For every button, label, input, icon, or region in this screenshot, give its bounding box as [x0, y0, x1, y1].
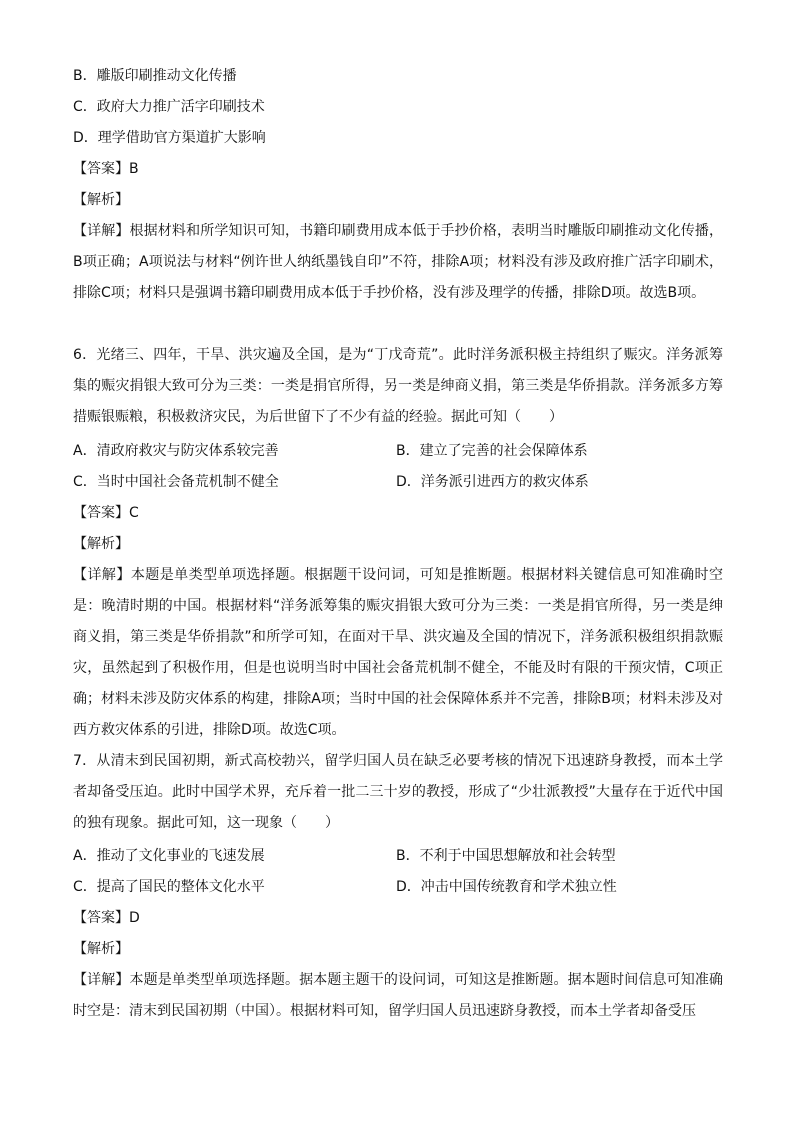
q6-option-b: B．建立了完善的社会保障体系 [396, 443, 588, 459]
q7-option-d: D．冲击中国传统教育和学术独立性 [396, 879, 617, 895]
q7-option-a: A．推动了文化事业的飞速发展 [73, 848, 265, 864]
q7-option-c: C．提高了国民的整体文化水平 [73, 879, 265, 895]
q7-option-b: B．不利于中国思想解放和社会转型 [396, 848, 616, 864]
q7-analysis-heading: 【解析】 [73, 941, 129, 957]
q6-option-c: C．当时中国社会备荒机制不健全 [73, 474, 279, 490]
q5-answer: 【答案】B [73, 161, 139, 177]
q6-analysis-heading: 【解析】 [73, 536, 129, 552]
q7-stem: 7．从清末到民国初期，新式高校勃兴，留学归国人员在缺乏必要考核的情况下迅速跻身教授，而本土学者却备受压迫。此时中国学术界，充斥着一批二三十岁的教授，形成了“少壮派教授”大量存在于近代中国的独有现象。据此可知，这一现象（ ） [73, 753, 723, 831]
q6-detail: 【详解】本题是单类型单项选择题。根据题干设问词，可知是推断题。根据材料关键信息可知准确时空是：晚清时期的中国。根据材料“洋务派筹集的赈灾捐银大致可分为三类：一类是捐官所得，另一类是绅商义捐，第三类是华侨捐款”和所学可知，在面对干旱、洪灾遍及全国的情况下，洋务派积极组织捐款赈灾，虽然起到了积极作用，但是也说明当时中国社会备荒机制不健全，不能及时有限的干预灾情，C项正确；材料未涉及防灾体系的构建，排除A项；当时中国的社会保障体系并不完善，排除B项；材料未涉及对西方救灾体系的引进，排除D项。故选C项。 [73, 567, 723, 738]
q5-detail: 【详解】根据材料和所学知识可知，书籍印刷费用成本低于手抄价格，表明当时雕版印刷推动文化传播，B项正确；A项说法与材料“例许世人纳纸墨钱自印”不符，排除A项；材料没有涉及政府推广活字印刷术，排除C项；材料只是强调书籍印刷费用成本低于手抄价格，没有涉及理学的传播，排除D项。故选B项。 [73, 223, 723, 301]
q6-stem: 6．光绪三、四年，干旱、洪灾遍及全国，是为“丁戊奇荒”。此时洋务派积极主持组织了赈灾。洋务派筹集的赈灾捐银大致可分为三类：一类是捐官所得，另一类是绅商义捐，第三类是华侨捐款。洋务派多方筹措赈银赈粮，积极救济灾民，为后世留下了不少有益的经验。据此可知（ ） [73, 347, 723, 425]
q7-answer: 【答案】D [73, 910, 140, 926]
q5-option-b: B．雕版印刷推动文化传播 [73, 68, 237, 84]
q6-option-a: A．清政府救灾与防灾体系较完善 [73, 443, 279, 459]
q5-analysis-heading: 【解析】 [73, 192, 129, 208]
q5-option-c: C．政府大力推广活字印刷技术 [73, 99, 265, 115]
q6-option-d: D．洋务派引进西方的救灾体系 [396, 474, 589, 490]
q6-answer: 【答案】C [73, 505, 139, 521]
q7-detail: 【详解】本题是单类型单项选择题。据本题主题干的设问词，可知这是推断题。据本题时间信息可知准确时空是：清末到民国初期（中国）。根据材料可知，留学归国人员迅速跻身教授，而本土学者却备受压 [73, 972, 723, 1019]
q5-option-d: D．理学借助官方渠道扩大影响 [73, 130, 266, 146]
